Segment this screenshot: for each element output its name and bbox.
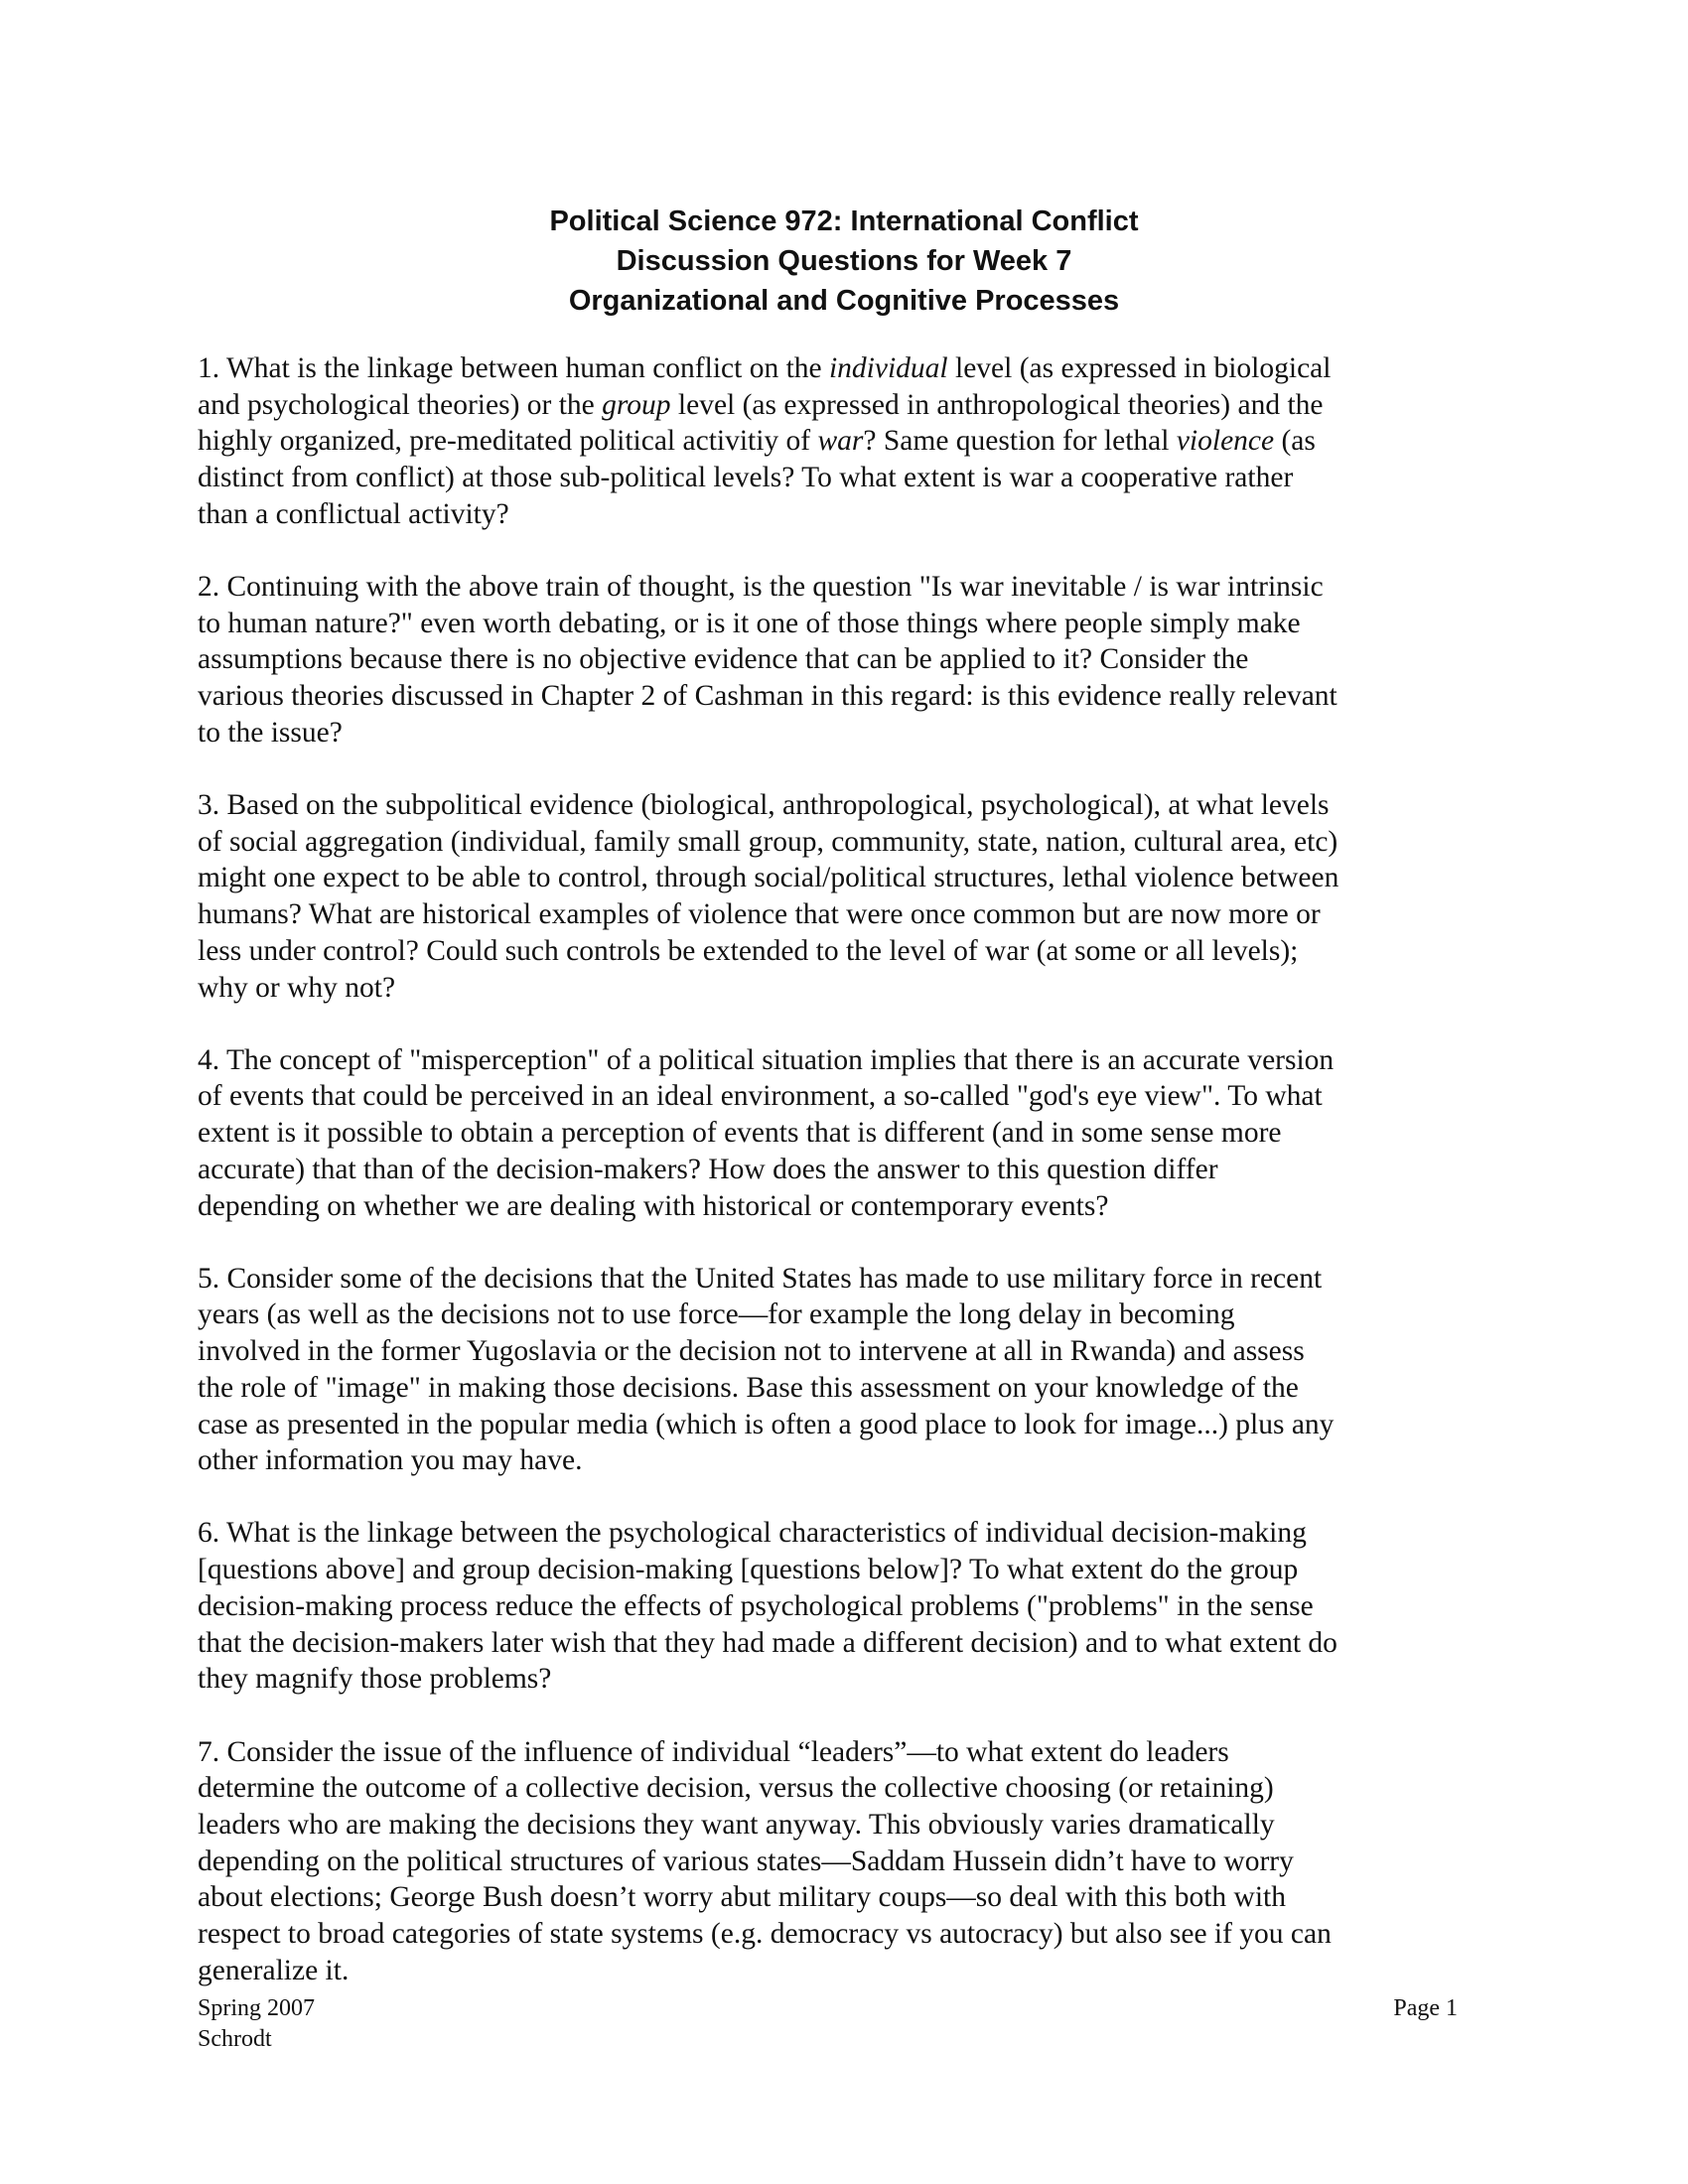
question-line: [198, 970, 1488, 1007]
text-run: why or why not?: [198, 971, 396, 1004]
question-line: [198, 1188, 1488, 1225]
question-line: [198, 606, 1488, 642]
question-7: [198, 1734, 1488, 1989]
question-line: [198, 824, 1488, 861]
question-line: [198, 387, 1488, 424]
question-line: [198, 1770, 1488, 1807]
question-line: [198, 1407, 1488, 1443]
question-line: [198, 1442, 1488, 1479]
footer-term: Spring 2007: [198, 1995, 316, 2021]
text-run: they magnify those problems?: [198, 1663, 552, 1696]
text-run: humans? What are historical examples of violence that were once common but are now more or: [198, 898, 1321, 931]
text-run: 4. The concept of "misperception" of a political situation implies that there is an accurate version: [198, 1043, 1335, 1076]
text-run: depending on the political structures of various states—Saddam Hussein didn’t have to worry: [198, 1844, 1294, 1877]
text-run: respect to broad categories of state systems (e.g. democracy vs autocracy) but also see if you can: [198, 1918, 1332, 1951]
question-line: [198, 1807, 1488, 1843]
text-run: leaders who are making the decisions they want anyway. This obviously varies dramatically: [198, 1808, 1275, 1841]
question-5: [198, 1261, 1488, 1479]
question-2: [198, 569, 1488, 751]
text-run: [questions above] and group decision-making [questions below]? To what extent do the group: [198, 1554, 1299, 1586]
question-line: [198, 1552, 1488, 1588]
italic-term: violence: [1176, 425, 1275, 458]
question-line: [198, 1515, 1488, 1552]
question-line: [198, 1953, 1488, 1989]
document-title: [0, 202, 1688, 321]
text-run: determine the outcome of a collective decision, versus the collective choosing (or retaining): [198, 1772, 1274, 1805]
text-run: less under control? Could such controls be extended to the level of war (at some or all levels);: [198, 934, 1299, 967]
question-line: [198, 787, 1488, 824]
question-line: [198, 1297, 1488, 1333]
question-line: [198, 1078, 1488, 1115]
question-line: [198, 1333, 1488, 1370]
italic-term: war: [817, 425, 864, 458]
text-run: years (as well as the decisions not to use force—for example the long delay in becoming: [198, 1298, 1235, 1331]
question-line: [198, 1261, 1488, 1297]
text-run: involved in the former Yugoslavia or the decision not to intervene at all in Rwanda) and assess: [198, 1335, 1305, 1368]
question-line: [198, 460, 1488, 496]
text-run: and psychological theories) or the: [198, 388, 603, 421]
title-line-week: Discussion Questions for Week 7: [616, 245, 1072, 277]
question-line: [198, 1588, 1488, 1625]
question-line: [198, 1879, 1488, 1916]
footer-author: Schrodt: [198, 2026, 272, 2052]
text-run: highly organized, pre-meditated political activitiy of: [198, 425, 818, 458]
text-run: extent is it possible to obtain a perception of events that is different (and in some sense more: [198, 1117, 1282, 1150]
title-line-course: Political Science 972: International Conflict: [549, 205, 1139, 237]
footer-right: [1393, 1993, 1458, 2024]
question-6: [198, 1515, 1488, 1698]
question-line: [198, 496, 1488, 533]
question-line: [198, 641, 1488, 678]
text-run: level (as expressed in anthropological theories) and the: [670, 388, 1324, 421]
text-run: ? Same question for lethal: [863, 425, 1177, 458]
question-line: [198, 1916, 1488, 1953]
text-run: about elections; George Bush doesn’t worry abut military coups—so deal with this both with: [198, 1881, 1286, 1914]
discussion-questions: [198, 350, 1488, 2025]
text-run: assumptions because there is no objective evidence that can be applied to it? Consider the: [198, 643, 1249, 676]
text-run: generalize it.: [198, 1954, 350, 1986]
question-line: [198, 896, 1488, 933]
question-line: [198, 1115, 1488, 1152]
text-run: the role of "image" in making those decisions. Base this assessment on your knowledge of the: [198, 1371, 1299, 1404]
text-run: various theories discussed in Chapter 2 of Cashman in this regard: is this evidence really relevant: [198, 680, 1337, 713]
question-1: [198, 350, 1488, 533]
text-run: 7. Consider the issue of the influence of individual “leaders”—to what extent do leaders: [198, 1735, 1229, 1768]
text-run: depending on whether we are dealing with historical or contemporary events?: [198, 1189, 1109, 1222]
question-line: [198, 933, 1488, 970]
question-line: [198, 678, 1488, 715]
question-line: [198, 1843, 1488, 1880]
text-run: of events that could be perceived in an ideal environment, a so-called "god's eye view". To what: [198, 1080, 1323, 1113]
question-line: [198, 1661, 1488, 1698]
question-line: [198, 350, 1488, 387]
text-run: that the decision-makers later wish that they had made a different decision) and to what extent do: [198, 1626, 1337, 1659]
text-run: distinct from conflict) at those sub-political levels? To what extent is war a cooperative rather: [198, 462, 1294, 494]
question-line: [198, 715, 1488, 751]
text-run: level (as expressed in biological: [947, 352, 1332, 384]
text-run: 5. Consider some of the decisions that the United States has made to use military force in recent: [198, 1262, 1323, 1295]
footer-left: [198, 1993, 315, 2055]
page-number: Page 1: [1393, 1995, 1458, 2021]
question-line: [198, 1625, 1488, 1662]
question-line: [198, 860, 1488, 896]
question-line: [198, 1042, 1488, 1079]
text-run: of social aggregation (individual, family small group, community, state, nation, cultural area, etc): [198, 825, 1338, 858]
question-line: [198, 569, 1488, 606]
text-run: might one expect to be able to control, through social/political structures, lethal violence between: [198, 862, 1339, 894]
text-run: 1. What is the linkage between human conflict on the: [198, 352, 829, 384]
text-run: to human nature?" even worth debating, or is it one of those things where people simply make: [198, 607, 1301, 639]
text-run: decision-making process reduce the effects of psychological problems ("problems" in the sense: [198, 1589, 1314, 1622]
question-3: [198, 787, 1488, 1006]
text-run: 3. Based on the subpolitical evidence (biological, anthropological, psychological), at what levels: [198, 789, 1330, 822]
text-run: 2. Continuing with the above train of thought, is the question "Is war inevitable / is war intrinsic: [198, 571, 1324, 604]
text-run: than a conflictual activity?: [198, 497, 509, 530]
text-run: (as: [1274, 425, 1316, 458]
italic-term: group: [602, 388, 671, 421]
question-line: [198, 1370, 1488, 1407]
text-run: accurate) that than of the decision-makers? How does the answer to this question differ: [198, 1153, 1218, 1185]
italic-term: individual: [828, 352, 948, 384]
text-run: to the issue?: [198, 716, 343, 749]
question-line: [198, 1734, 1488, 1771]
text-run: other information you may have.: [198, 1444, 583, 1477]
question-line: [198, 1152, 1488, 1188]
title-line-topic: Organizational and Cognitive Processes: [568, 285, 1120, 317]
text-run: 6. What is the linkage between the psychological characteristics of individual decision-making: [198, 1517, 1307, 1550]
question-4: [198, 1042, 1488, 1225]
text-run: case as presented in the popular media (which is often a good place to look for image...) plus any: [198, 1408, 1335, 1440]
question-line: [198, 423, 1488, 460]
